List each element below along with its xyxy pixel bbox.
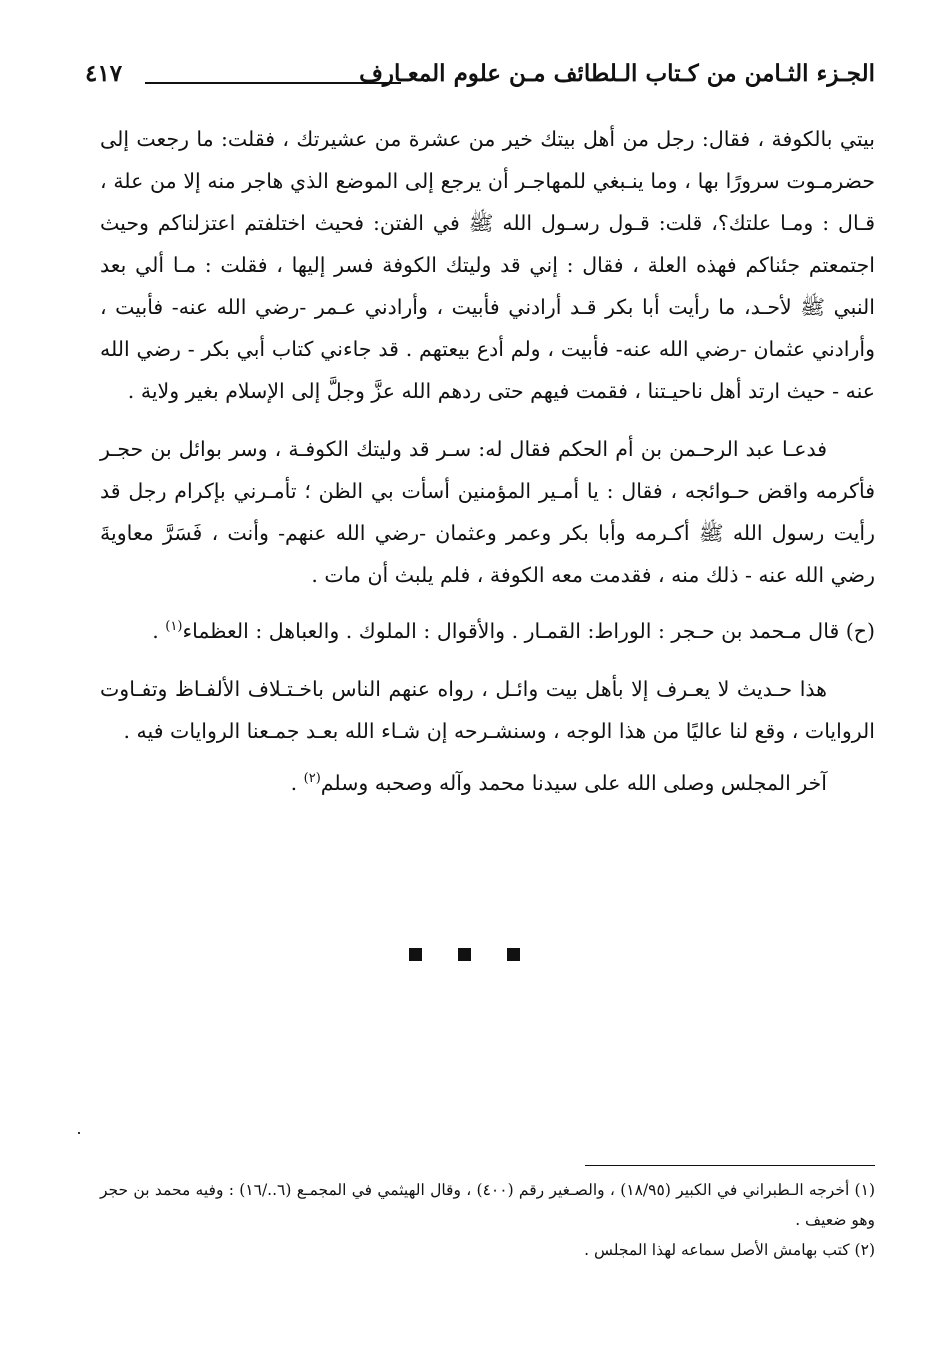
speck (78, 1132, 80, 1134)
paragraph-1: بيتي بالكوفة ، فقال: رجل من أهل بيتك خير من عشرة من عشيرتك ، فقلت: ما رجعت إلى حضرمـوت سرورًا بها ، وما ينـبغي للمهاجـر أن يرجع إلى الموضع الذي هاجر منه إلا من علة ، قـال : ومـا علتك؟، قلت: قـول رسـول الله ﷺ في الفتن: فحيث اختلفتم اعتزلناكم وحيث اجتمعتم جئناكم فهذه العلة ، فقال : إني قد وليتك الكوفة فسر إليها ، فقلت : مـا ألي بعد النبي ﷺ لأحـد، ما رأيت أبا بكر قـد أرادني فأبيت ، وأرادني عـمر -رضي الله عنه- فأبيت ، وأرادني عثمان -رضي الله عنه- فأبيت ، ولم أدع بيعتهم . قد جاءني كتاب أبي بكر - رضي الله عنه - حيث ارتد أهل ناحيـتنا ، فقمت فيهم حتى ردهم الله عزَّ وجلَّ إلى الإسلام بغير ولاية . (100, 127, 875, 403)
closing-line (100, 762, 875, 804)
paragraph-3-text: (ح) قال مـحمد بن حـجر : الوراط: القمـار . والأقوال : الملوك . والعباهل : العظماء (182, 619, 875, 643)
footnotes (100, 1175, 875, 1265)
closing-text: آخر المجلس وصلى الله على سيدنا محمد وآله وصحبه وسلم (320, 771, 827, 795)
footnote-ref-1: (١) (165, 619, 183, 635)
footnote-rule (585, 1165, 875, 1166)
separator-square-icon (507, 948, 520, 961)
footnote-2: (٢) كتب بهامش الأصل سماعه لهذا المجلس . (584, 1241, 875, 1259)
header-rule (145, 82, 401, 84)
main-text (100, 118, 875, 804)
page-number: ٤١٧ (85, 60, 123, 87)
separator-square-icon (458, 948, 471, 961)
section-separator (0, 946, 928, 965)
running-title: الجـزء الثـامن من كـتاب الـلطائف مـن علوم المعـارف (359, 60, 875, 87)
closing-end: . (290, 771, 304, 795)
footnote-ref-2: (٢) (303, 771, 321, 787)
paragraph-3-end: . (152, 619, 166, 643)
paragraph-2: فدعـا عبد الرحـمن بن أم الحكم فقال له: سـر قد وليتك الكوفـة ، وسر بوائل بن حجـر فأكرمه واقض حـوائجه ، فقال : يا أمـير المؤمنين أسأت بي الظن ؛ تأمـرني بإكرام رجل قد رأيت رسول الله ﷺ أكـرمه وأبا بكر وعمر وعثمان -رضي الله عنهم- وأنت ، فَسَرَّ معاويةَ رضي الله عنه - ذلك منه ، فقدمت معه الكوفة ، فلم يلبث أن مات . (100, 437, 875, 587)
footnote-1: (١) أخرجه الـطبراني في الكبير (١٨/٩٥) ، والصـغير رقم (٤٠٠) ، وقال الهيثمي في المجمـع (٦../١٦) : وفيه محمد بن حجر وهو ضعيف . (100, 1181, 875, 1229)
paragraph-3 (100, 610, 875, 652)
paragraph-4: هذا حـديث لا يعـرف إلا بأهل بيت وائـل ، رواه عنهم الناس باخـتـلاف الألفـاظ وتفـاوت الروايات ، وقع لنا عاليًا من هذا الوجه ، وسنشـرحه إن شـاء الله بعـد جمـعنا الروايات فيه . (100, 677, 875, 743)
separator-square-icon (409, 948, 422, 961)
page-header (85, 60, 875, 104)
